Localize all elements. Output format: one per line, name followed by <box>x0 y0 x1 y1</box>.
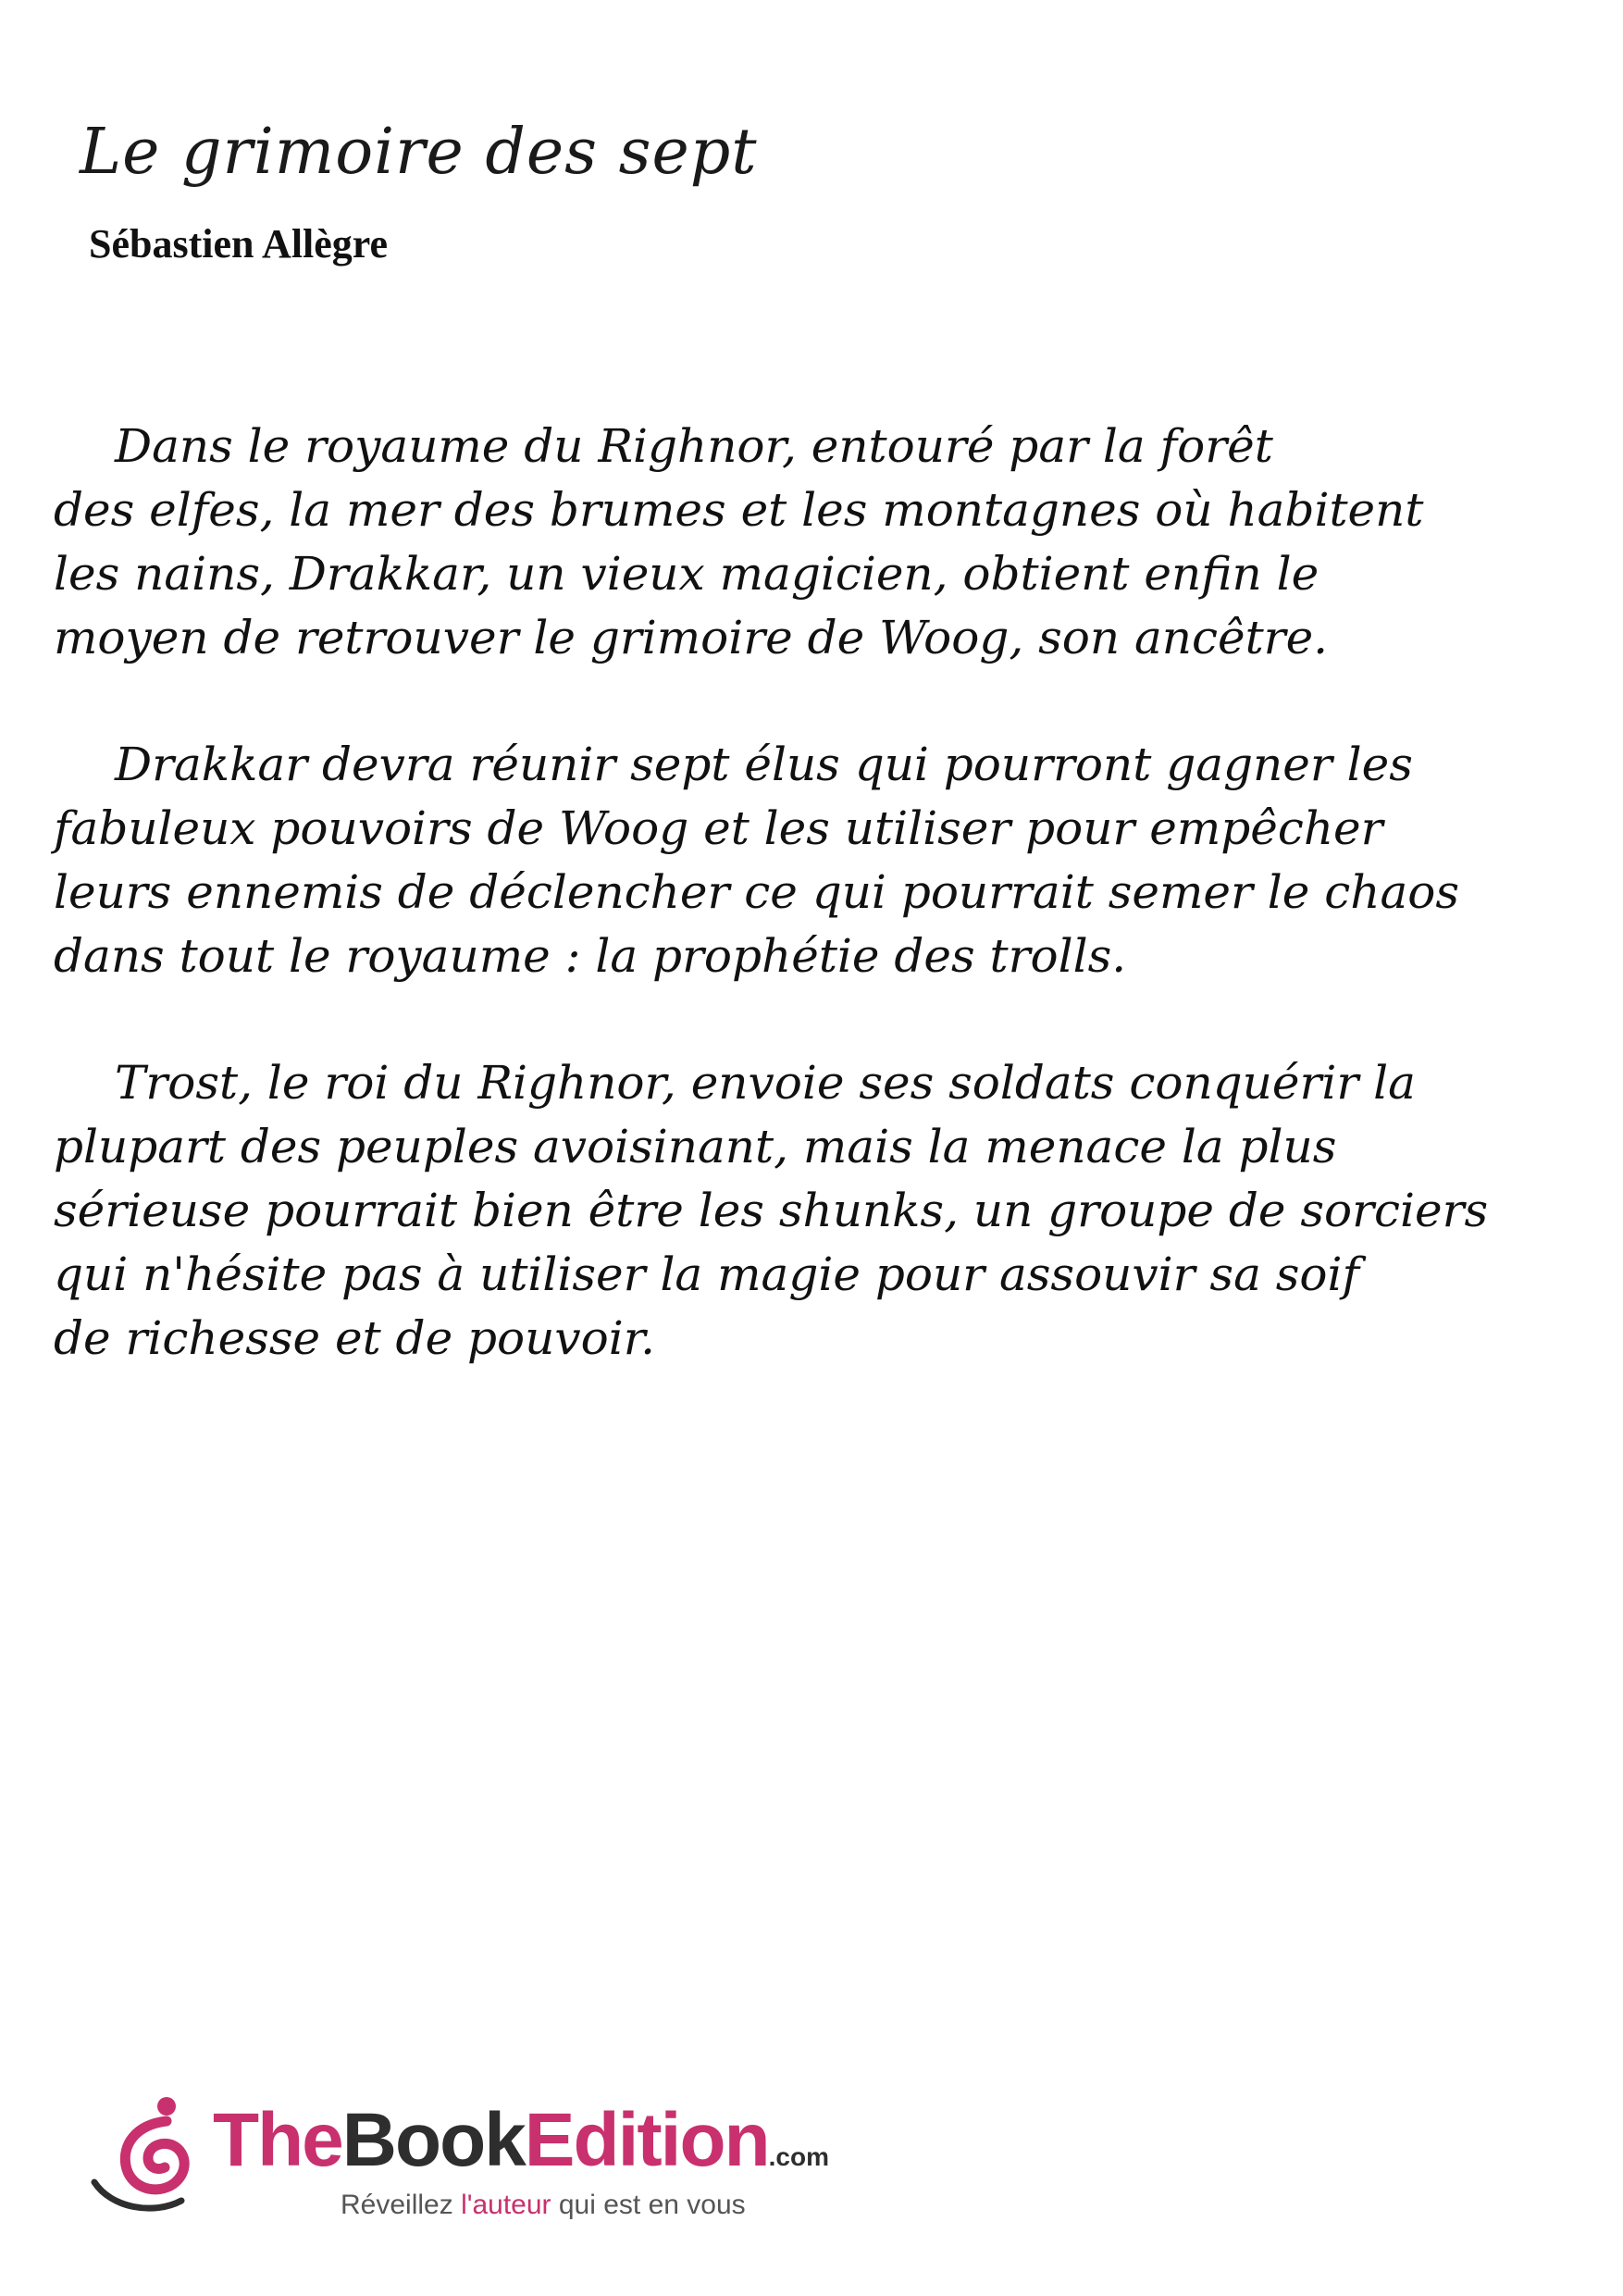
person-swirl-logo-icon <box>89 2093 200 2214</box>
brand-name: TheBookEdition.com <box>213 2098 829 2182</box>
text-line: des elfes, la mer des brumes et les montagnes où habitent <box>54 483 1424 537</box>
text-line: Drakkar devra réunir sept élus qui pourront gagner les <box>115 738 1413 791</box>
brand-domain-suffix: .com <box>768 2142 829 2171</box>
text-line: les nains, Drakkar, un vieux magicien, obtient enfin le <box>54 547 1319 601</box>
text-line: leurs ennemis de déclencher ce qui pourrait semer le chaos <box>54 865 1460 919</box>
paragraph-1 <box>54 415 1571 670</box>
synopsis <box>54 415 1571 1433</box>
brand-tagline: Réveillez l'auteur qui est en vous <box>341 2190 746 2220</box>
text-line: Dans le royaume du Righnor, entouré par la forêt <box>115 419 1273 473</box>
text-line: dans tout le royaume : la prophétie des trolls. <box>54 929 1127 983</box>
paragraph-3 <box>54 1051 1571 1371</box>
text-line: moyen de retrouver le grimoire de Woog, son ancêtre. <box>54 611 1329 664</box>
text-line: fabuleux pouvoirs de Woog et les utiliser pour empêcher <box>54 801 1383 855</box>
text-line: de richesse et de pouvoir. <box>54 1311 655 1365</box>
text-line: Trost, le roi du Righnor, envoie ses soldats conquérir la <box>115 1056 1416 1110</box>
author-name: Sébastien Allègre <box>89 221 389 267</box>
publisher-logo <box>89 2093 829 2232</box>
text-line: plupart des peuples avoisinant, mais la menace la plus <box>54 1120 1337 1173</box>
text-line: qui n'hésite pas à utiliser la magie pour assouvir sa soif <box>54 1247 1360 1301</box>
text-line: sérieuse pourrait bien être les shunks, un groupe de sorciers <box>54 1184 1489 1237</box>
paragraph-2 <box>54 733 1571 988</box>
book-title: Le grimoire des sept <box>80 116 758 189</box>
